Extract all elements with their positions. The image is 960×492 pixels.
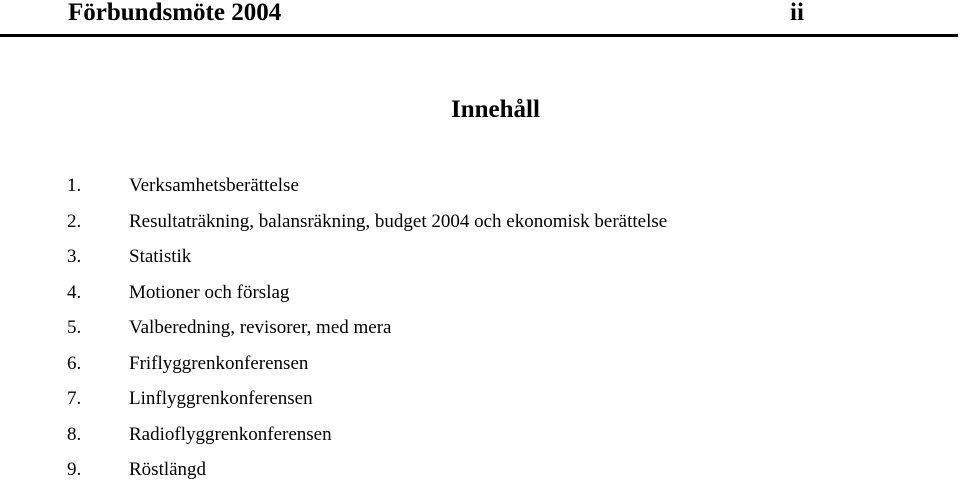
document-title: Förbundsmöte 2004 xyxy=(68,0,282,26)
toc-item-title: Statistik xyxy=(129,246,192,267)
toc-item-number: 9. xyxy=(67,459,82,480)
toc-item-6 xyxy=(0,350,960,386)
toc-item-number: 7. xyxy=(67,388,82,409)
toc-item-7 xyxy=(0,385,960,421)
toc-item-number: 2. xyxy=(67,210,82,232)
toc-item-8 xyxy=(0,421,960,457)
toc-item-5 xyxy=(0,314,960,350)
toc-item-title: Linflyggrenkonferensen xyxy=(129,388,313,409)
toc-item-9 xyxy=(0,456,960,492)
toc-item-title: Resultaträkning, balansräkning, budget 2004 och ekonomisk berättelse xyxy=(129,210,668,232)
toc-item-3 xyxy=(0,243,960,279)
toc-item-title: Valberedning, revisorer, med mera xyxy=(129,317,392,338)
toc-item-1 xyxy=(0,172,960,208)
page-header xyxy=(0,0,960,40)
table-of-contents xyxy=(0,172,960,492)
page-number: ii xyxy=(790,0,804,26)
toc-item-number: 6. xyxy=(67,352,82,374)
toc-item-number: 8. xyxy=(67,423,82,445)
header-divider xyxy=(0,34,958,37)
toc-item-number: 1. xyxy=(67,175,82,196)
toc-item-2 xyxy=(0,208,960,244)
toc-item-title: Motioner och förslag xyxy=(129,281,290,303)
toc-item-number: 5. xyxy=(67,317,82,338)
toc-item-4 xyxy=(0,279,960,315)
toc-item-number: 4. xyxy=(67,281,82,303)
toc-heading: Innehåll xyxy=(451,96,540,123)
toc-item-title: Verksamhetsberättelse xyxy=(129,175,299,196)
toc-item-title: Radioflyggrenkonferensen xyxy=(129,423,332,445)
toc-item-title: Friflyggrenkonferensen xyxy=(129,352,309,374)
toc-item-number: 3. xyxy=(67,246,82,267)
toc-item-title: Röstlängd xyxy=(129,459,207,480)
